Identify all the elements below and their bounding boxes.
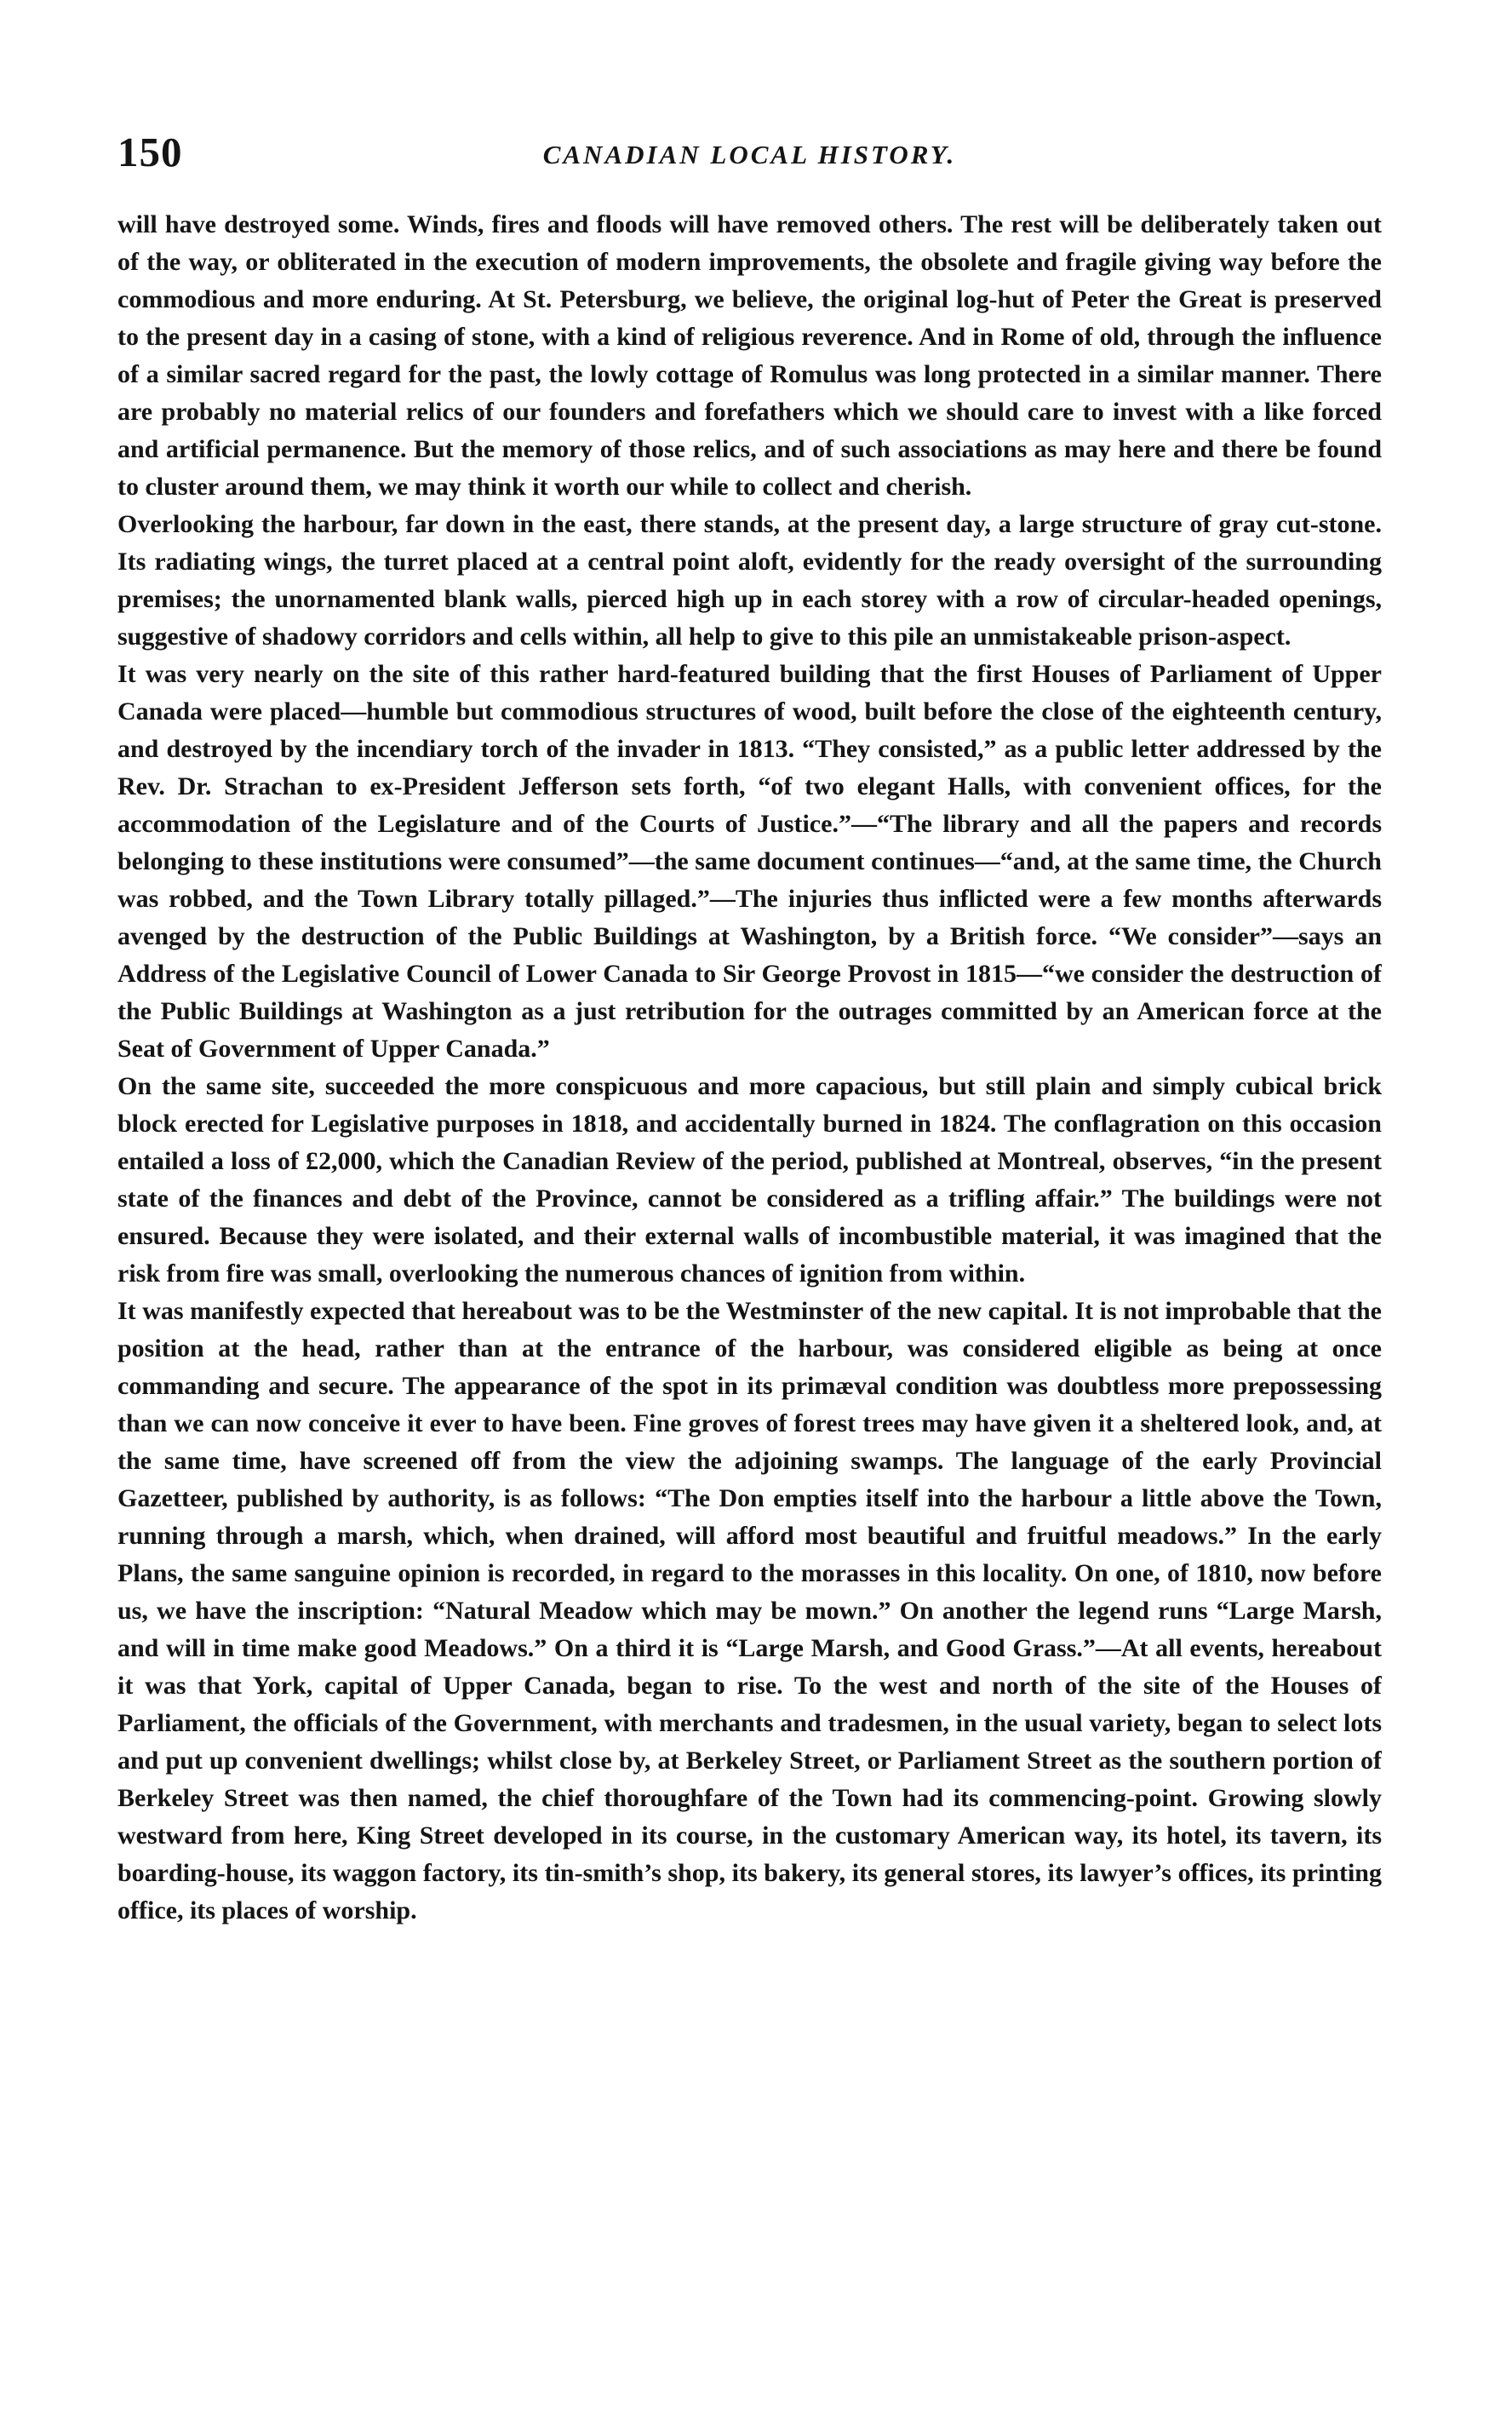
running-head: CANADIAN LOCAL HISTORY.: [542, 140, 957, 169]
paragraph: will have destroyed some. Winds, fires and floods will have removed others. The rest will be deliberately taken out of the way, or obliterated in the execution of modern improvements, the obsolete and fragile giving way before the commodious and more enduring. At St. Petersburg, we believe, the original log-hut of Peter the Great is preserved to the present day in a casing of stone, with a kind of religious reverence. And in Rome of old, through the influence of a similar sacred regard for the past, the lowly cottage of Romulus was long protected in a similar manner. There are probably no material relics of our founders and forefathers which we should care to invest with a like forced and artificial permanence. But the memory of those relics, and of such associations as may here and there be found to cluster around them, we may think it worth our while to collect and cherish.: [117, 210, 1382, 501]
paragraph: Overlooking the harbour, far down in the east, there stands, at the present day, a large structure of gray cut-stone. Its radiating wings, the turret placed at a central point aloft, evidently for the ready oversight of the surrounding premises; the unornamented blank walls, pierced high up in each storey with a row of circular-headed openings, suggestive of shadowy corridors and cells within, all help to give to this pile an unmistakeable prison-aspect.: [117, 510, 1382, 651]
body-text: [117, 206, 1382, 1930]
paragraph: It was very nearly on the site of this rather hard-featured building that the first Houses of Parliament of Upper Canada were placed—humble but commodious structures of wood, built before the close of the eighteenth century, and destroyed by the incendiary torch of the invader in 1813. “They consisted,” as a public letter addressed by the Rev. Dr. Strachan to ex-President Jefferson sets forth, “of two elegant Halls, with convenient offices, for the accommodation of the Legislature and of the Courts of Justice.”—“The library and all the papers and records belonging to these institutions were consumed”—the same document continues—“and, at the same time, the Church was robbed, and the Town Library totally pillaged.”—The injuries thus inflicted were a few months afterwards avenged by the destruction of the Public Buildings at Washington, by a British force. “We consider”—says an Address of the Legislative Council of Lower Canada to Sir George Provost in 1815—“we consider the destruction of the Public Buildings at Washington as a just retribution for the outrages committed by an American force at the Seat of Government of Upper Canada.”: [117, 660, 1382, 1063]
paragraph: It was manifestly expected that hereabout was to be the Westminster of the new capital. It is not improbable that the position at the head, rather than at the entrance of the harbour, was considered eligible as being at once commanding and secure. The appearance of the spot in its primæval condition was doubtless more prepossessing than we can now conceive it ever to have been. Fine groves of forest trees may have given it a sheltered look, and, at the same time, have screened off from the view the adjoining swamps. The language of the early Provincial Gazetteer, published by authority, is as follows: “The Don empties itself into the harbour a little above the Town, running through a marsh, which, when drained, will afford most beautiful and fruitful meadows.” In the early Plans, the same sanguine opinion is recorded, in regard to the morasses in this locality. On one, of 1810, now before us, we have the inscription: “Natural Meadow which may be mown.” On another the legend runs “Large Marsh, and will in time make good Meadows.” On a third it is “Large Marsh, and Good Grass.”—At all events, hereabout it was that York, capital of Upper Canada, began to rise. To the west and north of the site of the Houses of Parliament, the officials of the Government, with merchants and tradesmen, in the usual variety, began to select lots and put up convenient dwellings; whilst close by, at Berkeley Street, or Parliament Street as the southern portion of Berkeley Street was then named, the chief thoroughfare of the Town had its commencing-point. Growing slowly westward from here, King Street developed in its course, in the customary American way, its hotel, its tavern, its boarding-house, its waggon factory, its tin-smith’s shop, its bakery, its general stores, its lawyer’s offices, its printing office, its places of worship.: [117, 1297, 1382, 1925]
page-header: [117, 128, 1382, 194]
page-number: 150: [117, 129, 183, 175]
book-page: [117, 128, 1382, 2376]
paragraph: On the same site, succeeded the more conspicuous and more capacious, but still plain and simply cubical brick block erected for Legislative purposes in 1818, and accidentally burned in 1824. The conflagration on this occasion entailed a loss of £2,000, which the Canadian Review of the period, published at Montreal, observes, “in the present state of the finances and debt of the Province, cannot be considered as a trifling affair.” The buildings were not ensured. Because they were isolated, and their external walls of incombustible material, it was imagined that the risk from fire was small, overlooking the numerous chances of ignition from within.: [117, 1072, 1382, 1288]
